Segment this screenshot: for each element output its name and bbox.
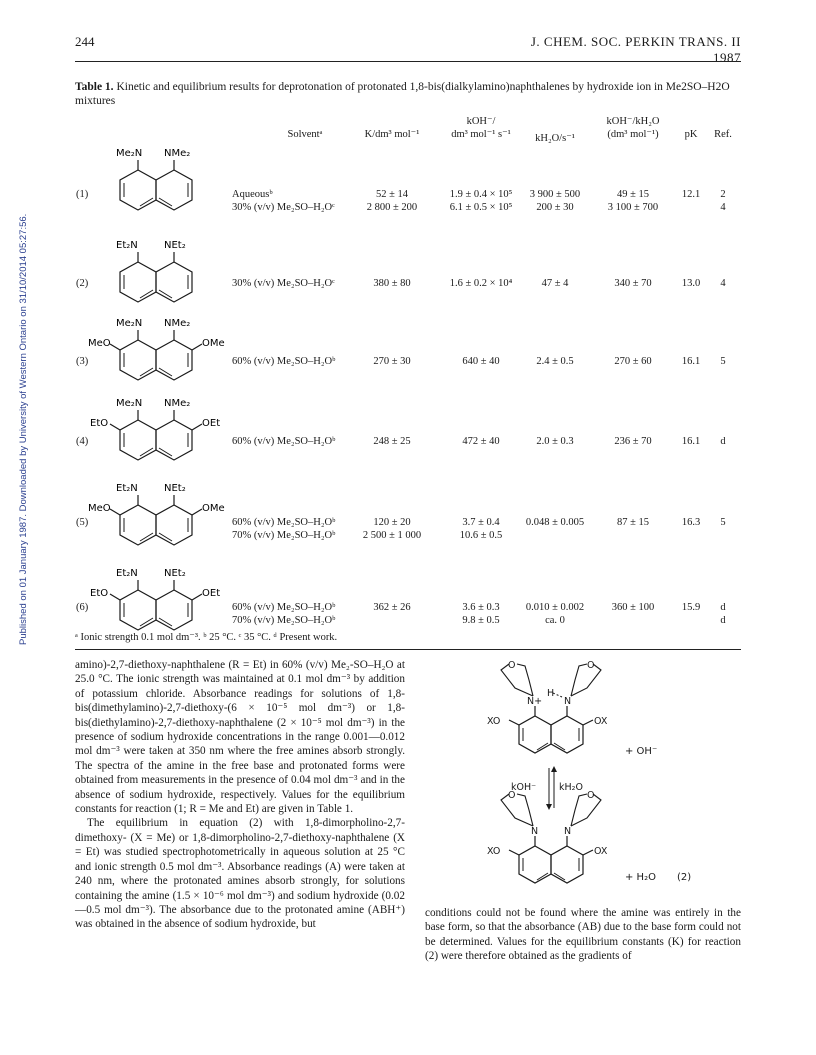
n1-label-2: Et₂N	[116, 240, 138, 251]
cell-koh: 3.6 ± 0.3	[462, 602, 500, 613]
cell-solvent: 30% (v/v) Me₂SO–H₂Oᶜ	[232, 278, 335, 289]
cell-pK: 16.1	[681, 436, 701, 447]
cell-ref: d	[720, 436, 726, 447]
cell-ref: 4	[720, 202, 726, 213]
k-forward-label: kOH⁻	[511, 782, 537, 793]
structure-column	[74, 140, 274, 640]
n2-label-5: NEt₂	[164, 483, 186, 494]
cell-koh: 1.6 ± 0.2 × 10⁴	[449, 278, 513, 289]
structure-5	[88, 483, 225, 545]
cell-koh: 9.8 ± 0.5	[462, 615, 500, 626]
compound-number: (2)	[76, 278, 89, 289]
left-sub-6: EtO	[90, 588, 109, 599]
table-label: Table 1.	[75, 81, 114, 93]
cell-solvent: 60% (v/v) Me₂SO–H₂Oᵇ	[232, 436, 336, 447]
o-left-bottom: O	[508, 790, 516, 801]
col-pK: pK	[684, 129, 698, 140]
col-ratio-bottom: (dm³ mol⁻¹)	[607, 129, 659, 140]
cell-K: 2 800 ± 200	[366, 202, 418, 213]
col-ratio-top: kOH⁻/kH₂O	[606, 116, 660, 127]
cell-pK: 15.9	[681, 602, 701, 613]
reaction-scheme-2	[425, 660, 741, 890]
cell-koh: 6.1 ± 0.5 × 10⁵	[449, 202, 513, 213]
compound-number: (1)	[76, 189, 89, 200]
right-sub-4: OEt	[202, 418, 221, 429]
cell-K: 120 ± 20	[373, 517, 411, 528]
col-K: K/dm³ mol⁻¹	[364, 129, 420, 140]
structure-6	[90, 568, 220, 630]
n2-label-3: NMe₂	[164, 318, 191, 329]
oh-reagent: + OH⁻	[625, 746, 658, 757]
left-sub-5: MeO	[88, 503, 111, 514]
ox-right-top: OX	[594, 716, 608, 727]
compound-number: (3)	[76, 356, 89, 367]
left-sub-4: EtO	[90, 418, 109, 429]
cell-kh2o: ca. 0	[545, 615, 565, 626]
cell-kh2o: 47 ± 4	[541, 278, 569, 289]
cell-ratio: 360 ± 100	[611, 602, 655, 613]
cell-koh: 3.7 ± 0.4	[462, 517, 500, 528]
cell-ratio: 340 ± 70	[614, 278, 652, 289]
n-label-top: N	[564, 696, 572, 707]
cell-K: 248 ± 25	[373, 436, 411, 447]
h2o-reagent: + H₂O	[625, 872, 656, 883]
cell-koh: 10.6 ± 0.5	[459, 530, 503, 541]
left-sub-3: MeO	[88, 338, 111, 349]
cell-solvent: 60% (v/v) Me₂SO–H₂Oᵇ	[232, 517, 336, 528]
compound-number: (5)	[76, 517, 89, 528]
cell-kh2o: 2.4 ± 0.5	[536, 356, 574, 367]
side-note-text: Published on 01 January 1987. Downloaded by University of Western Ontario on 31/10/2014 05:27:56.	[18, 213, 29, 645]
left-para-2: The equilibrium in equation (2) with 1,8-dimorpholino-2,7-dimethoxy- (X = Me) or 1,8-dimorpholino-2,7-diethoxy-naphthalene (X = Et) was studied spectrophotometrically in aqueous solution at 25 °C and ionic strength 0.5 mol dm⁻³. Absorbance readings (A) were taken at 240 nm, where the protonated amines absorb strongly, for solutions containing the amine (1.5 × 10⁻⁶ mol dm⁻³) and sodium hydroxide (0.02—0.5 mol dm⁻³). The absorbance due to the protonated amine (ABH⁺) was obtained in the absence of sodium hydroxide, but	[75, 817, 405, 931]
equation-number: (2)	[677, 872, 692, 883]
cell-kh2o: 0.010 ± 0.002	[525, 602, 585, 613]
protonated-dimorpholino	[487, 660, 608, 753]
cell-pK: 16.1	[681, 356, 701, 367]
ox-right-bottom: OX	[594, 846, 608, 857]
cell-pK: 16.3	[681, 517, 701, 528]
cell-K: 362 ± 26	[373, 602, 411, 613]
o-right-bottom: O	[587, 790, 595, 801]
n1-label-6: Et₂N	[116, 568, 138, 579]
cell-ratio: 49 ± 15	[616, 189, 649, 200]
o-left-top: O	[508, 660, 516, 671]
cell-ratio: 236 ± 70	[614, 436, 652, 447]
right-sub-3: OMe	[202, 338, 225, 349]
col-kh2o: kH₂O/s⁻¹	[535, 133, 575, 144]
journal-header: J. CHEM. SOC. PERKIN TRANS. II 1987	[530, 34, 741, 65]
cell-ref: 2	[720, 189, 726, 200]
structure-4	[90, 398, 220, 460]
right-sub-6: OEt	[202, 588, 221, 599]
o-right-top: O	[587, 660, 595, 671]
cell-ratio: 3 100 ± 700	[607, 202, 659, 213]
cell-pK: 12.1	[681, 189, 701, 200]
col-koh-top: kOH⁻/	[466, 116, 496, 127]
h-label: H	[547, 688, 555, 699]
right-column	[425, 906, 741, 964]
cell-kh2o: 3 900 ± 500	[529, 189, 581, 200]
right-para-1: conditions could not be found where the amine was entirely in the base form, so that the absorbance (AB) due to the base form could not be determined. Values for the equilibrium constants (K) for reaction (2) were therefore obtained as the gradients of	[425, 907, 741, 963]
cell-solvent: 60% (v/v) Me₂SO–H₂Oᵇ	[232, 602, 336, 613]
compound-number: (4)	[76, 436, 89, 447]
structure-3	[88, 318, 225, 380]
cell-koh: 472 ± 40	[462, 436, 500, 447]
n2-label-6: NEt₂	[164, 568, 186, 579]
xo-left-top: XO	[487, 716, 501, 727]
col-ref: Ref.	[714, 129, 732, 140]
cell-solvent: 70% (v/v) Me₂SO–H₂Oᵇ	[232, 615, 336, 626]
n-label-bottom-right: N	[564, 826, 572, 837]
cell-ratio: 270 ± 60	[614, 356, 652, 367]
n1-label-3: Me₂N	[116, 318, 143, 329]
cell-koh: 1.9 ± 0.4 × 10⁵	[449, 189, 513, 200]
cell-ref: d	[720, 615, 726, 626]
cell-ratio: 87 ± 15	[616, 517, 649, 528]
cell-K: 52 ± 14	[375, 189, 408, 200]
left-column	[75, 658, 405, 932]
cell-pK: 13.0	[681, 278, 701, 289]
cell-kh2o: 200 ± 30	[536, 202, 574, 213]
nplus-label: N+	[527, 696, 543, 707]
right-sub-5: OMe	[202, 503, 225, 514]
col-solvent: Solventᵃ	[287, 129, 323, 140]
n1-label-4: Me₂N	[116, 398, 143, 409]
cell-solvent: Aqueousᵇ	[232, 189, 273, 200]
structure-1	[116, 148, 192, 210]
cell-K: 2 500 ± 1 000	[362, 530, 422, 541]
col-koh-bottom: dm³ mol⁻¹ s⁻¹	[451, 129, 511, 140]
table-caption	[75, 80, 741, 108]
cell-ref: d	[720, 602, 726, 613]
cell-kh2o: 2.0 ± 0.3	[536, 436, 574, 447]
table-bottom-rule	[75, 649, 741, 650]
cell-solvent: 70% (v/v) Me₂SO–H₂Oᵇ	[232, 530, 336, 541]
cell-K: 380 ± 80	[373, 278, 411, 289]
table-footnote: ᵃ Ionic strength 0.1 mol dm⁻³. ᵇ 25 °C. ᶜ 35 °C. ᵈ Present work.	[75, 632, 338, 643]
header-rule	[75, 61, 741, 62]
cell-ref: 5	[720, 356, 726, 367]
free-base-dimorpholino	[487, 790, 608, 883]
xo-left-bottom: XO	[487, 846, 501, 857]
n2-label-4: NMe₂	[164, 398, 191, 409]
cell-koh: 640 ± 40	[462, 356, 500, 367]
cell-ref: 4	[720, 278, 726, 289]
cell-kh2o: 0.048 ± 0.005	[525, 517, 585, 528]
compound-number: (6)	[76, 602, 89, 613]
n1-label-5: Et₂N	[116, 483, 138, 494]
n-label-bottom-left: N	[531, 826, 539, 837]
cell-solvent: 30% (v/v) Me₂SO–H₂Oᶜ	[232, 202, 335, 213]
page-number: 244	[75, 34, 95, 49]
table-caption-text: Kinetic and equilibrium results for deprotonation of protonated 1,8-bis(dialkylamino)naphthalenes by hydroxide ion in Me2SO–H2O mixtures	[75, 81, 730, 107]
n1-label-1: Me₂N	[116, 148, 143, 159]
n2-label-2: NEt₂	[164, 240, 186, 251]
cell-solvent: 60% (v/v) Me₂SO–H₂Oᵇ	[232, 356, 336, 367]
structure-2	[116, 240, 192, 302]
cell-ref: 5	[720, 517, 726, 528]
left-para-1: amino)-2,7-diethoxy-naphthalene (R = Et) in 60% (v/v) Me₂-SO–H₂O at 25.0 °C. The ionic strength was maintained at 0.1 mol dm⁻³ by addition of potassium chloride. Absorbance readings for solutions of 1,8-bis(dimethylamino)-2,7-diethoxy-(6 × 10⁻⁵ mol dm⁻³) or 1,8-bis(diethylamino)-2,7-diethoxy-naphthalene (2 × 10⁻⁵ mol dm⁻³) in the presence of sodium hydroxide concentrations in the range 0.001—0.012 mol dm⁻³ were taken at 350 nm where the free amines absorb strongly. The spectra of the amine in the free base and protonated forms were obtained from measurements in the presence of 0.04 mol dm⁻³ and in the absence of sodium hydroxide, respectively. Values for the equilibrium constants for reaction (1; R = Me and Et) are given in Table 1.	[75, 659, 405, 816]
k-reverse-label: kH₂O	[559, 782, 583, 793]
cell-K: 270 ± 30	[373, 356, 411, 367]
n2-label-1: NMe₂	[164, 148, 191, 159]
download-side-note	[4, 190, 29, 650]
